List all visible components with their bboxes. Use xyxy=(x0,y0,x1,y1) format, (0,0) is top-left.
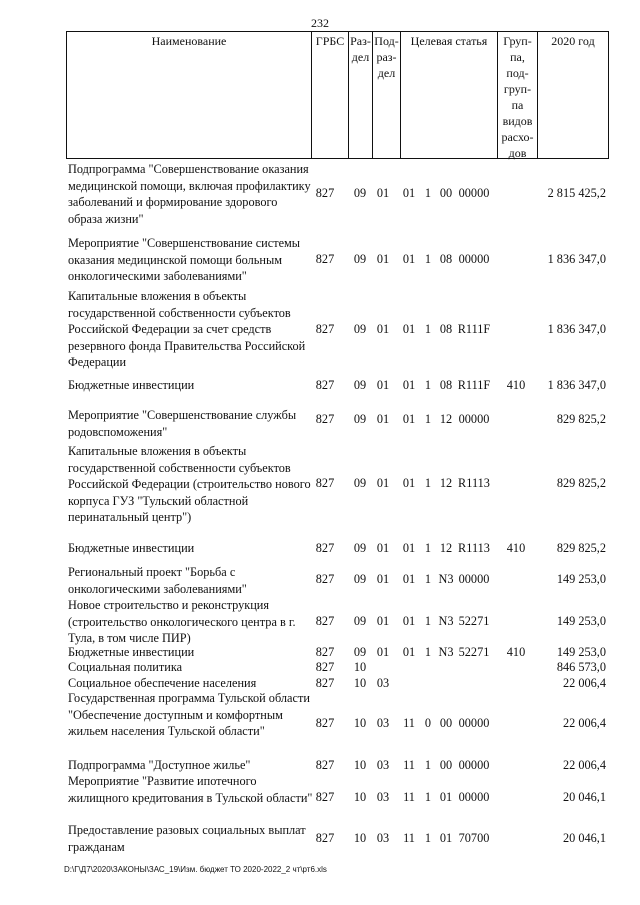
row-podrazdel: 01 xyxy=(376,186,390,200)
row-name: Социальное обеспечение населения xyxy=(68,676,257,690)
row-podrazdel: 01 xyxy=(376,412,390,426)
row-grbs: 827 xyxy=(315,186,335,200)
row-name: Социальная политика xyxy=(68,660,183,674)
row-amount: 149 253,0 xyxy=(556,572,606,586)
row-grbs: 827 xyxy=(315,831,335,845)
row-target-subprogram: 1 xyxy=(424,412,432,426)
row-target-event: 12 xyxy=(439,476,453,490)
row-target-program: 01 xyxy=(402,645,416,659)
row-target-program: 01 xyxy=(402,476,416,490)
row-name: Бюджетные инвестиции xyxy=(68,378,195,392)
row-target-subprogram: 1 xyxy=(424,378,432,392)
row-target-direction: 00000 xyxy=(458,186,490,200)
row-amount: 22 006,4 xyxy=(562,676,606,690)
row-target-direction: R111F xyxy=(457,322,491,336)
row-target-direction: 52271 xyxy=(458,645,490,659)
row-razdel: 09 xyxy=(353,322,367,336)
row-podrazdel: 01 xyxy=(376,645,390,659)
row-name: Мероприятие "Совершенствование службы родовспоможения" xyxy=(68,408,297,439)
row-target-program: 01 xyxy=(402,412,416,426)
column-divider xyxy=(400,31,401,159)
row-target-program: 01 xyxy=(402,572,416,586)
row-grbs: 827 xyxy=(315,476,335,490)
row-grbs: 827 xyxy=(315,660,335,674)
header-grbs: ГРБС xyxy=(315,34,345,48)
row-razdel: 09 xyxy=(353,476,367,490)
row-amount: 2 815 425,2 xyxy=(547,186,606,200)
row-expense-group: 410 xyxy=(506,645,526,659)
row-target-event: N3 xyxy=(438,645,454,659)
row-target-subprogram: 1 xyxy=(424,614,432,628)
header-target-article: Целевая статья xyxy=(410,34,488,48)
row-target-program: 01 xyxy=(402,614,416,628)
row-name: Новое строительство и реконструкция (строительство онкологического центра в г. Тула, в том числе ПИР) xyxy=(68,598,296,645)
row-target-subprogram: 1 xyxy=(424,252,432,266)
row-grbs: 827 xyxy=(315,614,335,628)
row-target-event: 08 xyxy=(439,378,453,392)
row-name: Бюджетные инвестиции xyxy=(68,645,195,659)
header-year: 2020 год xyxy=(551,34,595,48)
row-expense-group: 410 xyxy=(506,541,526,555)
row-razdel: 09 xyxy=(353,645,367,659)
header-name: Наименование xyxy=(151,34,227,48)
row-podrazdel: 01 xyxy=(376,252,390,266)
row-target-program: 11 xyxy=(403,831,415,845)
row-podrazdel: 01 xyxy=(376,476,390,490)
row-amount: 829 825,2 xyxy=(556,476,606,490)
row-target-direction: 00000 xyxy=(458,716,490,730)
row-target-event: 08 xyxy=(439,322,453,336)
row-amount: 1 836 347,0 xyxy=(547,322,606,336)
row-target-direction: 70700 xyxy=(458,831,490,845)
row-target-direction: 00000 xyxy=(458,758,490,772)
row-grbs: 827 xyxy=(315,758,335,772)
row-target-subprogram: 1 xyxy=(424,476,432,490)
file-path-footer: D:\Г\Д7\2020\ЗАКОНЫ\ЗАС_19\Изм. бюджет ТО 2020-2022_2 чт\рт6.xls xyxy=(64,865,327,874)
row-target-event: 12 xyxy=(439,541,453,555)
row-grbs: 827 xyxy=(315,572,335,586)
row-target-program: 11 xyxy=(403,790,415,804)
row-razdel: 10 xyxy=(353,716,367,730)
row-target-subprogram: 1 xyxy=(424,186,432,200)
row-name: Мероприятие "Развитие ипотечного жилищного кредитования в Тульской области" xyxy=(68,774,313,805)
row-amount: 22 006,4 xyxy=(562,716,606,730)
column-divider xyxy=(311,31,312,159)
row-target-event: 01 xyxy=(439,831,453,845)
row-amount: 22 006,4 xyxy=(562,758,606,772)
row-target-subprogram: 1 xyxy=(424,790,432,804)
row-target-event: 00 xyxy=(439,186,453,200)
row-amount: 829 825,2 xyxy=(556,412,606,426)
row-podrazdel: 01 xyxy=(376,572,390,586)
header-razdel: Раз- дел xyxy=(350,34,371,64)
row-target-direction: 00000 xyxy=(458,790,490,804)
row-name: Предоставление разовых социальных выплат гражданам xyxy=(68,823,306,854)
row-grbs: 827 xyxy=(315,716,335,730)
row-name: Капитальные вложения в объекты государственной собственности субъектов Российской Федерации (строительство нового корпуса ГУЗ "Тульский областной перинатальный центр") xyxy=(68,444,311,524)
row-target-direction: R111F xyxy=(457,378,491,392)
row-grbs: 827 xyxy=(315,541,335,555)
row-name: Капитальные вложения в объекты государственной собственности субъектов Российской Федерации за счет средств резервного фонда Правительства Российской Федерации xyxy=(68,289,306,369)
row-razdel: 09 xyxy=(353,378,367,392)
row-podrazdel: 01 xyxy=(376,541,390,555)
row-podrazdel: 01 xyxy=(376,614,390,628)
row-podrazdel: 03 xyxy=(376,758,390,772)
header-expense-group: Груп- па, под- груп- па видов расхо- дов xyxy=(501,34,534,160)
row-razdel: 09 xyxy=(353,186,367,200)
row-target-event: 00 xyxy=(439,716,453,730)
row-name: Региональный проект "Борьба с онкологическими заболеваниями" xyxy=(68,565,247,596)
row-razdel: 10 xyxy=(353,758,367,772)
row-target-program: 01 xyxy=(402,378,416,392)
row-target-event: N3 xyxy=(438,614,454,628)
row-expense-group: 410 xyxy=(506,378,526,392)
row-target-program: 01 xyxy=(402,541,416,555)
row-amount: 829 825,2 xyxy=(556,541,606,555)
row-target-subprogram: 1 xyxy=(424,541,432,555)
row-name: Мероприятие "Совершенствование системы оказания медицинской помощи больным онкологическими заболеваниями" xyxy=(68,236,301,283)
row-grbs: 827 xyxy=(315,322,335,336)
row-razdel: 09 xyxy=(353,541,367,555)
row-name: Государственная программа Тульской области "Обеспечение доступным и комфортным жильем населения Тульской области" xyxy=(68,691,310,738)
row-target-event: 12 xyxy=(439,412,453,426)
row-target-program: 11 xyxy=(403,716,415,730)
row-target-subprogram: 1 xyxy=(424,645,432,659)
row-target-direction: R1113 xyxy=(458,476,490,490)
row-target-direction: 00000 xyxy=(458,252,490,266)
row-amount: 20 046,1 xyxy=(562,831,606,845)
row-target-subprogram: 1 xyxy=(424,831,432,845)
row-podrazdel: 03 xyxy=(376,676,390,690)
row-razdel: 09 xyxy=(353,614,367,628)
row-grbs: 827 xyxy=(315,790,335,804)
header-podrazdel: Под- раз- дел xyxy=(374,34,399,80)
row-podrazdel: 01 xyxy=(376,322,390,336)
row-grbs: 827 xyxy=(315,645,335,659)
row-target-program: 01 xyxy=(402,186,416,200)
column-divider xyxy=(537,31,538,159)
row-grbs: 827 xyxy=(315,252,335,266)
row-razdel: 10 xyxy=(353,660,367,674)
row-razdel: 09 xyxy=(353,572,367,586)
row-target-direction: 52271 xyxy=(458,614,490,628)
row-target-subprogram: 1 xyxy=(424,322,432,336)
row-grbs: 827 xyxy=(315,412,335,426)
row-target-subprogram: 1 xyxy=(424,572,432,586)
row-target-program: 01 xyxy=(402,252,416,266)
row-podrazdel: 03 xyxy=(376,790,390,804)
row-amount: 1 836 347,0 xyxy=(547,378,606,392)
row-razdel: 09 xyxy=(353,412,367,426)
page-number: 232 xyxy=(311,16,329,30)
row-target-event: 00 xyxy=(439,758,453,772)
row-name: Подпрограмма "Доступное жилье" xyxy=(68,758,251,772)
row-name: Подпрограмма "Совершенствование оказания медицинской помощи, включая профилактику заболеваний и формирование здорового образа жизни" xyxy=(68,162,311,226)
row-amount: 149 253,0 xyxy=(556,645,606,659)
row-razdel: 10 xyxy=(353,831,367,845)
row-target-direction: R1113 xyxy=(458,541,490,555)
row-target-event: N3 xyxy=(438,572,454,586)
row-amount: 1 836 347,0 xyxy=(547,252,606,266)
row-podrazdel: 03 xyxy=(376,831,390,845)
row-target-subprogram: 0 xyxy=(424,716,432,730)
row-name: Бюджетные инвестиции xyxy=(68,541,195,555)
row-amount: 846 573,0 xyxy=(556,660,606,674)
row-podrazdel: 01 xyxy=(376,378,390,392)
row-target-event: 08 xyxy=(439,252,453,266)
row-razdel: 09 xyxy=(353,252,367,266)
row-target-program: 01 xyxy=(402,322,416,336)
row-amount: 20 046,1 xyxy=(562,790,606,804)
row-grbs: 827 xyxy=(315,378,335,392)
row-razdel: 10 xyxy=(353,790,367,804)
row-podrazdel: 03 xyxy=(376,716,390,730)
row-target-direction: 00000 xyxy=(458,412,490,426)
row-target-event: 01 xyxy=(439,790,453,804)
row-razdel: 10 xyxy=(353,676,367,690)
row-grbs: 827 xyxy=(315,676,335,690)
row-target-program: 11 xyxy=(403,758,415,772)
row-amount: 149 253,0 xyxy=(556,614,606,628)
row-target-direction: 00000 xyxy=(458,572,490,586)
row-target-subprogram: 1 xyxy=(424,758,432,772)
